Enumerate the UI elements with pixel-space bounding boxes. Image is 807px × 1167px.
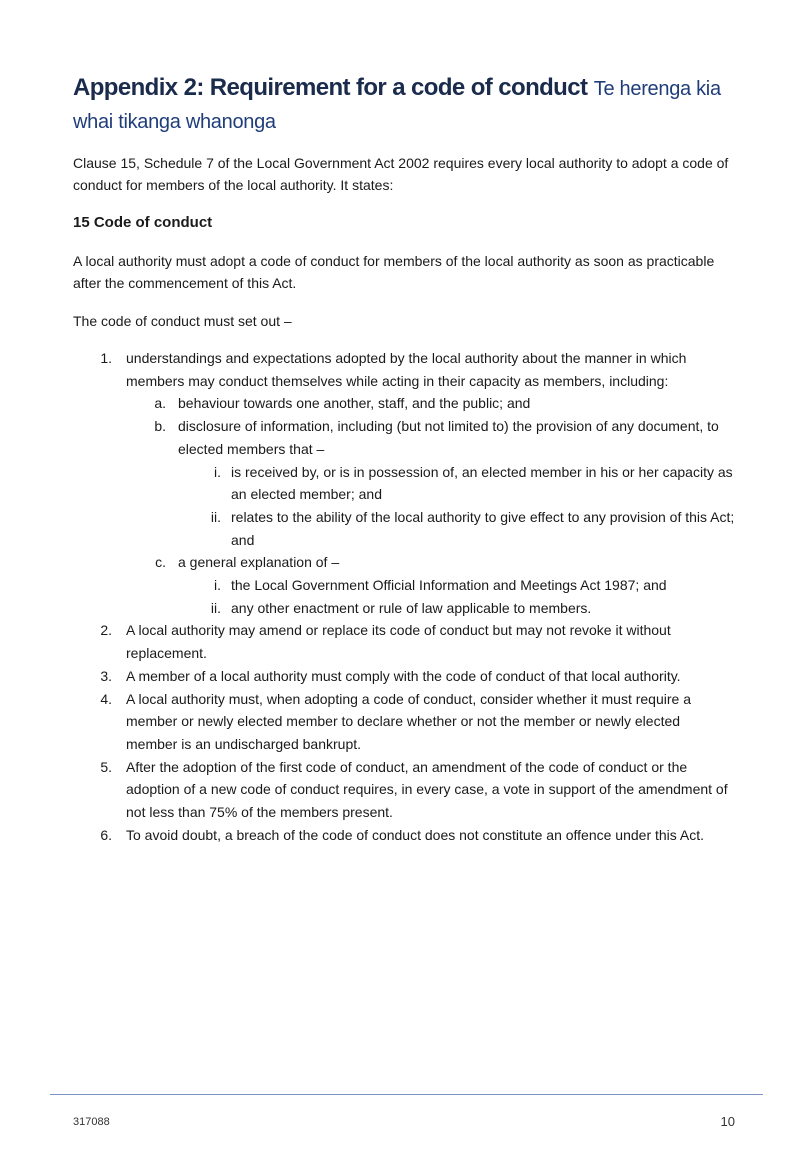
page-title bbox=[73, 72, 735, 138]
list-item-text: any other enactment or rule of law applicable to members. bbox=[231, 599, 592, 616]
document-number: 317088 bbox=[73, 1116, 110, 1128]
list-item bbox=[73, 551, 735, 574]
list-marker: 4. bbox=[100, 690, 112, 707]
section-heading: 15 Code of conduct bbox=[73, 214, 213, 231]
list-marker: 1. bbox=[100, 350, 112, 366]
list-item bbox=[73, 824, 735, 847]
list-marker: a. bbox=[154, 395, 166, 412]
list-item bbox=[73, 665, 735, 688]
list-item-text: To avoid doubt, a breach of the code of conduct does not constitute an offence under this Act. bbox=[126, 826, 705, 843]
list-item-text: A local authority must, when adopting a code of conduct, consider whether it must require a member or newly elected member to declare whether or not the member or newly elected member is an undischarged bankrupt. bbox=[126, 690, 691, 752]
list-marker: ii. bbox=[210, 599, 221, 616]
list-item bbox=[73, 619, 735, 664]
list-item-text: behaviour towards one another, staff, and the public; and bbox=[178, 395, 531, 412]
footer-divider bbox=[50, 1094, 763, 1095]
list-item bbox=[73, 688, 735, 756]
list-item-text: the Local Government Official Information and Meetings Act 1987; and bbox=[231, 577, 667, 594]
list-item bbox=[73, 574, 735, 597]
paragraph-adopt: A local authority must adopt a code of conduct for members of the local authority as soon as practicable after the commencement of this Act. bbox=[73, 253, 715, 291]
list-marker: b. bbox=[154, 418, 166, 435]
list-item bbox=[73, 461, 735, 506]
title-translation-continued: whai tikanga whanonga bbox=[73, 111, 276, 133]
list-marker: 2. bbox=[100, 622, 112, 639]
list-item-text: understandings and expectations adopted by the local authority about the manner in which members may conduct themselves while acting in their capacity as members, including: bbox=[126, 350, 687, 389]
paragraph-set-out: The code of conduct must set out – bbox=[73, 313, 292, 329]
list-marker: i. bbox=[214, 577, 221, 594]
list-item-text: relates to the ability of the local authority to give effect to any provision of this Act; and bbox=[231, 508, 735, 548]
clause-list bbox=[73, 347, 735, 846]
list-marker: 6. bbox=[100, 826, 112, 843]
list-item-text: disclosure of information, including (but not limited to) the provision of any document, to elected members that – bbox=[178, 418, 719, 457]
list-item-text: a general explanation of – bbox=[178, 554, 340, 571]
list-item bbox=[73, 392, 735, 415]
list-item-text: A local authority may amend or replace its code of conduct but may not revoke it without replacement. bbox=[126, 622, 671, 662]
list-item bbox=[73, 597, 735, 620]
list-item bbox=[73, 347, 735, 392]
list-marker: c. bbox=[155, 554, 166, 571]
list-marker: 5. bbox=[100, 758, 112, 775]
page-number: 10 bbox=[720, 1114, 735, 1129]
list-item bbox=[73, 415, 735, 460]
page-content bbox=[73, 72, 735, 846]
list-item-text: is received by, or is in possession of, an elected member in his or her capacity as an elected member; and bbox=[231, 463, 733, 503]
list-item-text: A member of a local authority must comply with the code of conduct of that local authority. bbox=[126, 667, 681, 684]
list-item bbox=[73, 506, 735, 551]
list-marker: ii. bbox=[210, 508, 221, 525]
list-marker: i. bbox=[214, 463, 221, 480]
list-item-text: After the adoption of the first code of conduct, an amendment of the code of conduct or the adoption of a new code of conduct requires, in every case, a vote in support of the amendment of not less than 75% of the members present. bbox=[126, 758, 728, 821]
title-translation: Te herenga kia bbox=[593, 78, 721, 100]
intro-paragraph: Clause 15, Schedule 7 of the Local Government Act 2002 requires every local authority to adopt a code of conduct for members of the local authority. It states: bbox=[73, 155, 729, 193]
title-bold: Appendix 2: Requirement for a code of conduct bbox=[73, 74, 588, 101]
list-marker: 3. bbox=[100, 667, 112, 684]
list-item bbox=[73, 756, 735, 824]
